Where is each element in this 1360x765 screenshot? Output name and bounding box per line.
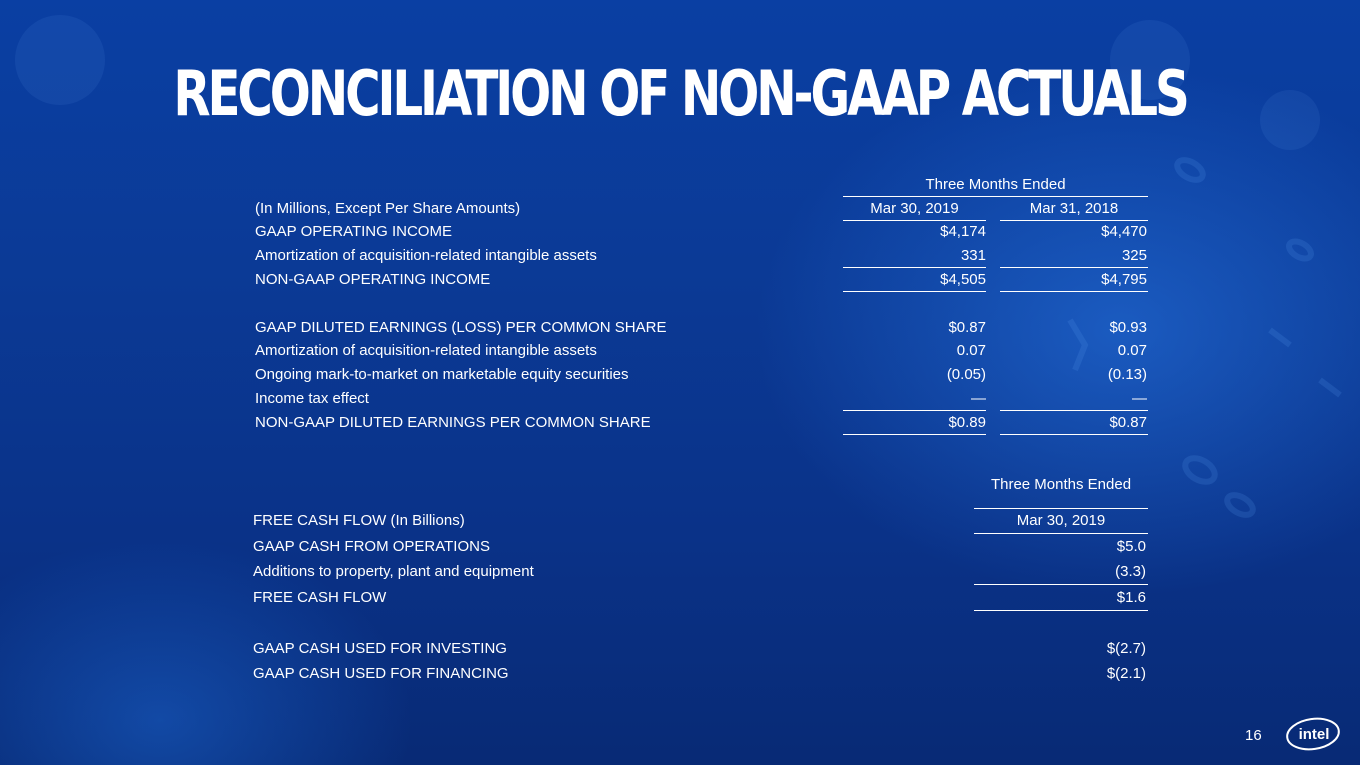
row-label: GAAP DILUTED EARNINGS (LOSS) PER COMMON SHARE: [255, 319, 667, 336]
row-value: $1.6: [1116, 589, 1146, 606]
subtotal-rule: [843, 410, 986, 411]
slide-title: RECONCILIATION OF NON-GAAP ACTUALS: [173, 57, 1187, 130]
row-value: $4,795: [1101, 271, 1147, 288]
row-value: $5.0: [1116, 538, 1146, 555]
row-label: NON-GAAP OPERATING INCOME: [255, 271, 491, 288]
row-value: (0.13): [1107, 366, 1147, 383]
subtotal-rule: [1000, 267, 1148, 268]
table1-column-header: Mar 31, 2018: [1029, 200, 1119, 217]
table1-header-rule: [843, 196, 1148, 197]
row-label: NON-GAAP DILUTED EARNINGS PER COMMON SHARE: [255, 414, 651, 431]
row-value: $4,174: [940, 223, 986, 240]
row-label: Amortization of acquisition-related intangible assets: [255, 342, 597, 359]
row-value: $0.93: [1109, 319, 1147, 336]
row-value: 0.07: [1117, 342, 1147, 359]
table2-header-rule: [974, 508, 1148, 509]
row-value: 331: [960, 247, 986, 264]
subtotal-rule: [974, 584, 1148, 585]
table1-group-header: Three Months Ended: [925, 176, 1066, 193]
subtotal-rule: [843, 267, 986, 268]
total-rule: [974, 610, 1148, 611]
row-value: $(2.1): [1106, 665, 1146, 682]
table2-group-header: Three Months Ended: [990, 476, 1132, 493]
row-label: GAAP CASH USED FOR INVESTING: [253, 640, 507, 657]
row-value: $0.87: [1109, 414, 1147, 431]
row-label: Amortization of acquisition-related intangible assets: [255, 247, 597, 264]
subtotal-rule: [1000, 410, 1148, 411]
row-value: 325: [1121, 247, 1147, 264]
row-label: GAAP CASH USED FOR FINANCING: [253, 665, 509, 682]
row-value: $0.87: [948, 319, 986, 336]
intel-logo: [1284, 714, 1342, 754]
row-label: Additions to property, plant and equipment: [253, 563, 534, 580]
table2-unit-label: FREE CASH FLOW (In Billions): [253, 512, 465, 529]
row-label: GAAP OPERATING INCOME: [255, 223, 452, 240]
row-value: $0.89: [948, 414, 986, 431]
row-label: Income tax effect: [255, 390, 369, 407]
total-rule: [843, 434, 986, 435]
total-rule: [1000, 434, 1148, 435]
row-label: FREE CASH FLOW: [253, 589, 387, 606]
svg-text:intel: intel: [1298, 726, 1330, 743]
row-value: (0.05): [946, 366, 986, 383]
row-value: 0.07: [956, 342, 986, 359]
table1-column-header: Mar 30, 2019: [870, 200, 959, 217]
row-value: (3.3): [1115, 563, 1146, 580]
table2-column-rule: [974, 533, 1148, 534]
row-value: $4,505: [940, 271, 986, 288]
total-rule: [843, 291, 986, 292]
table2-column-header: Mar 30, 2019: [1016, 512, 1106, 529]
row-value: —: [971, 390, 986, 407]
total-rule: [1000, 291, 1148, 292]
page-number: 16: [1245, 727, 1262, 744]
row-value: $4,470: [1101, 223, 1147, 240]
table1-unit-label: (In Millions, Except Per Share Amounts): [255, 200, 521, 217]
row-label: GAAP CASH FROM OPERATIONS: [253, 538, 490, 555]
row-value: —: [1132, 390, 1147, 407]
row-label: Ongoing mark-to-market on marketable equity securities: [255, 366, 629, 383]
row-value: $(2.7): [1106, 640, 1146, 657]
